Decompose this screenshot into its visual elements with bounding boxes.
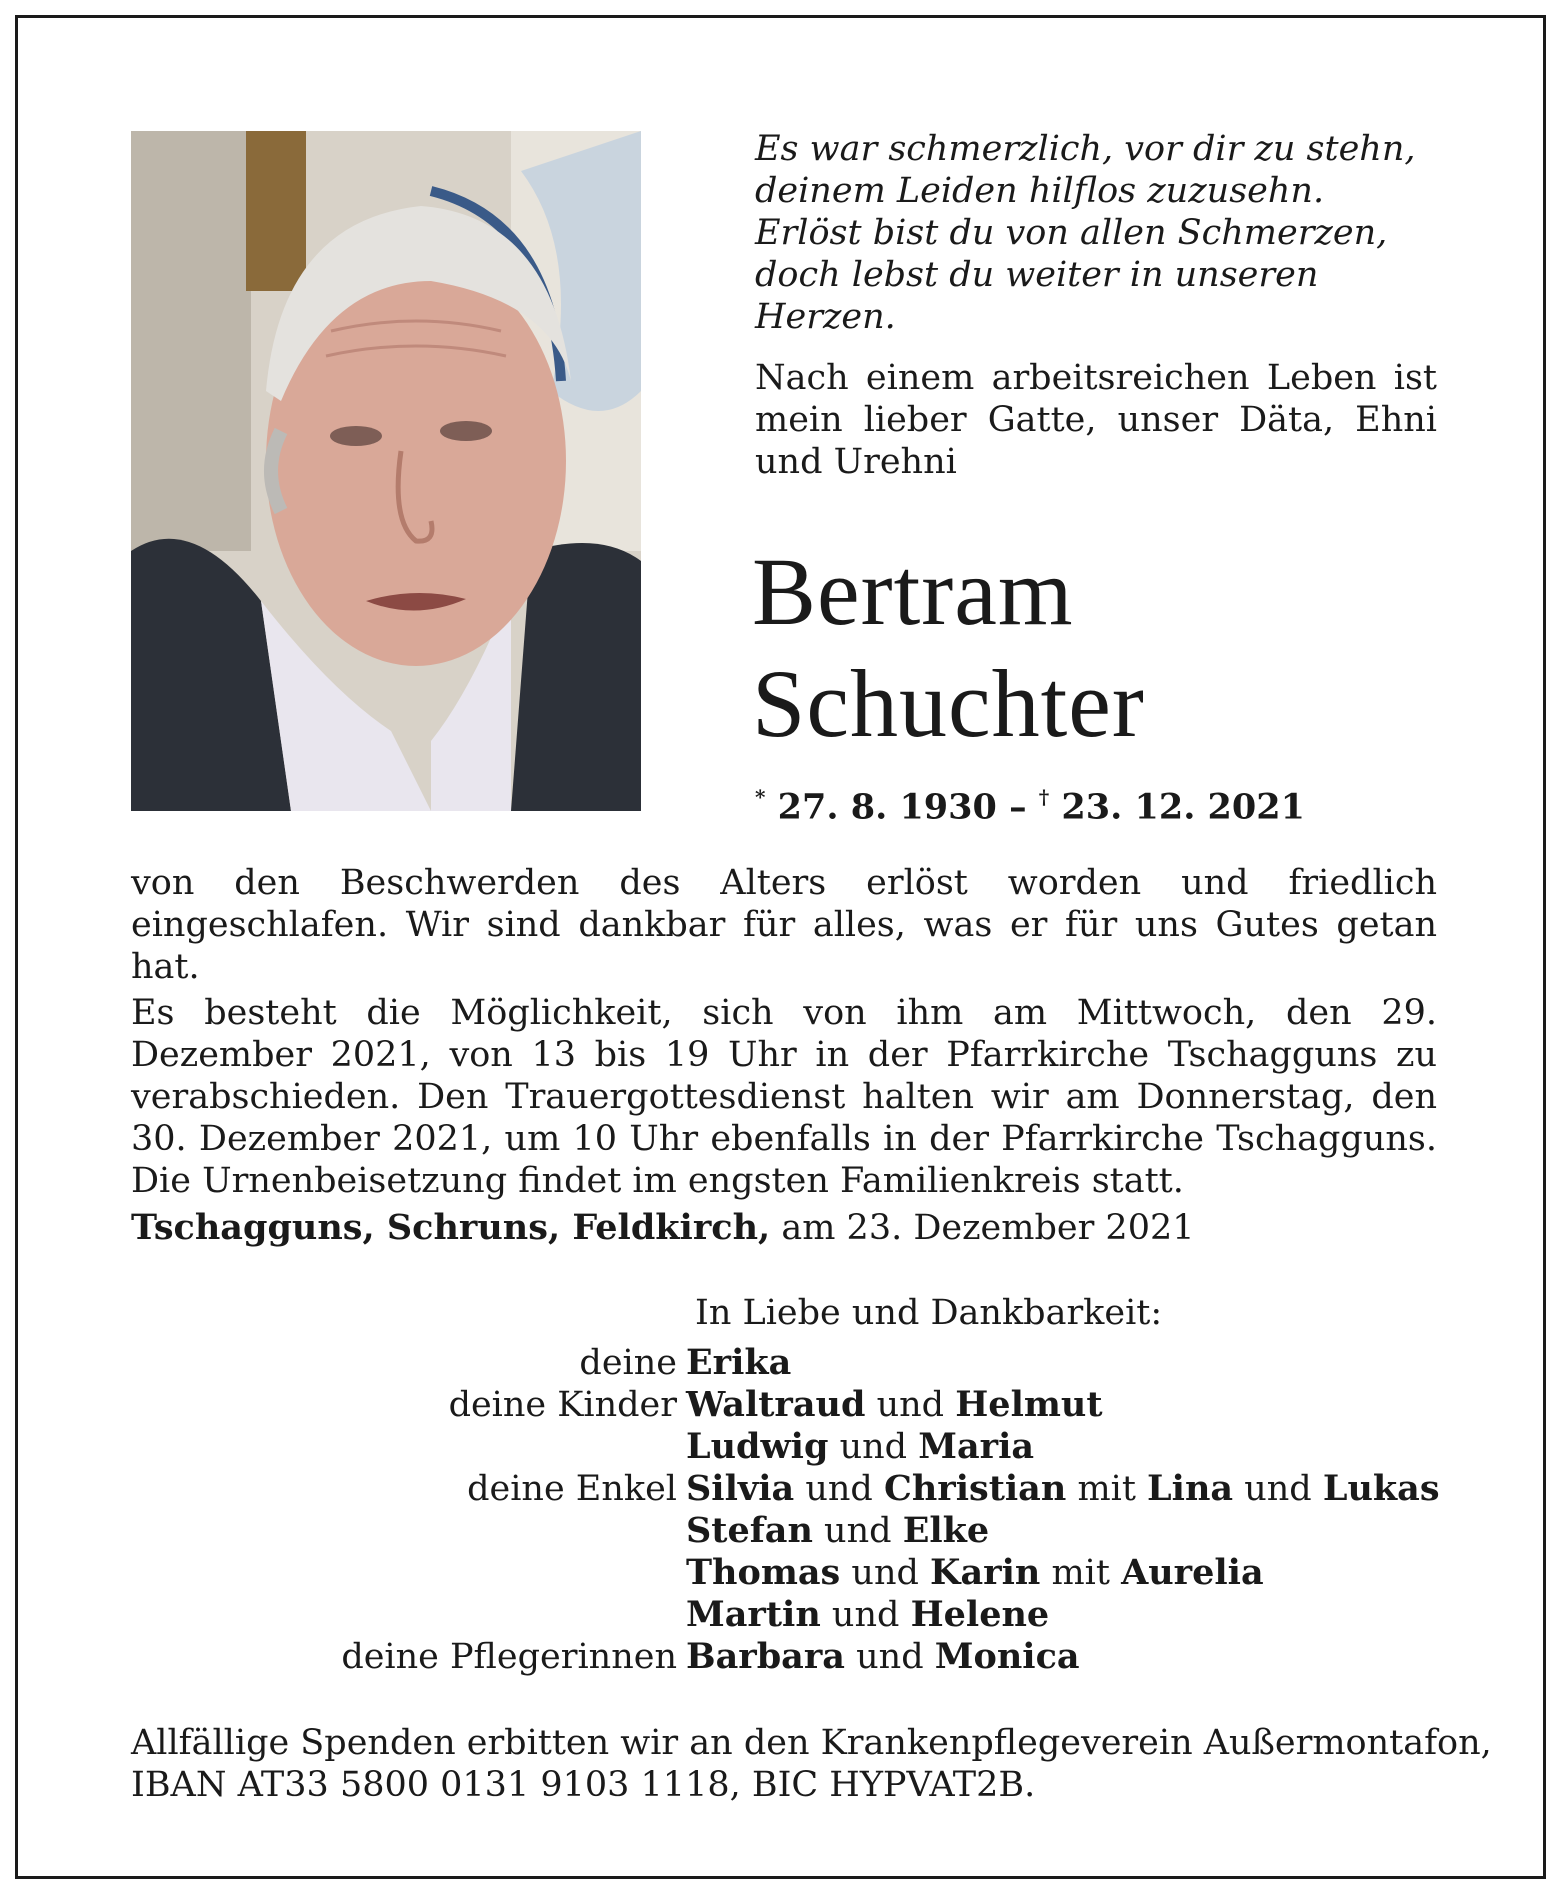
family-member: Silvia <box>686 1468 795 1509</box>
date-separator: – <box>1009 786 1027 828</box>
connector: und <box>851 1553 919 1593</box>
deceased-name <box>752 536 1145 760</box>
intro-text: Nach einem arbeitsreichen Leben ist mein lieber Gatte, unser Däta, Ehni und Urehni <box>755 358 1437 482</box>
body-text <box>131 862 1437 1206</box>
relation-label: deine <box>579 1343 677 1383</box>
family-row <box>131 1594 1461 1636</box>
birth-date: 27. 8. 1930 <box>777 786 997 828</box>
family-member: Waltraud <box>686 1384 866 1425</box>
family-row <box>131 1384 1461 1426</box>
in-love-line: In Liebe und Dankbarkeit: <box>695 1293 1163 1333</box>
donation-line: Allfällige Spenden erbitten wir an den Krankenpflegeverein Außermontafon, <box>131 1723 1492 1763</box>
portrait-photo <box>131 131 641 811</box>
family-member: Maria <box>918 1426 1035 1467</box>
connector: und <box>1244 1469 1312 1509</box>
towns: Tschagguns, Schruns, Feldkirch, <box>131 1207 771 1248</box>
family-member: Stefan <box>686 1510 813 1551</box>
family-member: Helene <box>910 1594 1050 1635</box>
family-member: Helmut <box>955 1384 1103 1425</box>
death-date: 23. 12. 2021 <box>1061 786 1305 828</box>
relation-label <box>131 1594 686 1636</box>
family-row <box>131 1468 1461 1510</box>
relation-label <box>131 1510 686 1552</box>
poem <box>755 128 1455 338</box>
family-list <box>131 1342 1461 1678</box>
family-row <box>131 1636 1461 1678</box>
relation-label: deine Enkel <box>467 1469 677 1509</box>
place-date-line <box>131 1207 1195 1249</box>
family-member: Martin <box>686 1594 821 1635</box>
family-member: Christian <box>883 1468 1067 1509</box>
family-row <box>131 1342 1461 1384</box>
donation-line: IBAN AT33 5800 0131 9103 1118, BIC HYPVAT2B. <box>131 1765 1036 1805</box>
poem-line: Es war schmerzlich, vor dir zu stehn, <box>755 129 1416 169</box>
family-member: Erika <box>686 1342 792 1383</box>
relation-label: deine Kinder <box>448 1385 677 1425</box>
connector: mit <box>1051 1553 1110 1593</box>
family-member: Ludwig <box>686 1426 829 1467</box>
poem-line: doch lebst du weiter in unseren Herzen. <box>755 255 1319 337</box>
birth-symbol: * <box>755 785 766 809</box>
connector: und <box>876 1385 945 1425</box>
connector: und <box>839 1427 908 1467</box>
family-member: Barbara <box>686 1636 845 1677</box>
relation-label <box>131 1426 686 1468</box>
body-paragraph: Es besteht die Möglichkeit, sich von ihm am Mittwoch, den 29. Dezember 2021, von 13 bis 19 Uhr in der Pfarrkirche Tschagguns zu verabschieden. Den Trauergottesdienst halten wir am Donnerstag, den 30. Dezember 2021, um 10 Uhr ebenfalls in der Pfarrkirche Tschagguns. Die Urnenbeisetzung findet im engsten Familienkreis statt. <box>131 993 1437 1201</box>
poem-line: deinem Leiden hilflos zuzusehn. <box>755 171 1325 211</box>
connector: und <box>831 1595 900 1635</box>
first-name: Bertram <box>752 538 1074 645</box>
family-row <box>131 1510 1461 1552</box>
family-member: Monica <box>934 1636 1080 1677</box>
connector: und <box>805 1469 873 1509</box>
family-row <box>131 1552 1461 1594</box>
family-member: Lukas <box>1322 1468 1440 1509</box>
connector: und <box>824 1511 892 1551</box>
family-member: Thomas <box>686 1552 841 1593</box>
donation-notice <box>131 1722 1492 1806</box>
body-paragraph: von den Beschwerden des Alters erlöst worden und friedlich eingeschlafen. Wir sind dankbar für alles, was er für uns Gutes getan hat. <box>131 863 1437 987</box>
relation-label <box>131 1552 686 1594</box>
poem-line: Erlöst bist du von allen Schmerzen, <box>755 213 1388 253</box>
death-symbol: † <box>1038 785 1050 809</box>
last-name: Schuchter <box>752 650 1145 757</box>
relation-label: deine Pflegerinnen <box>341 1637 677 1677</box>
family-member: Lina <box>1147 1468 1234 1509</box>
connector: und <box>856 1637 924 1677</box>
family-member: Elke <box>902 1510 990 1551</box>
family-member: Aurelia <box>1121 1552 1264 1593</box>
life-dates <box>755 778 1305 829</box>
announcement-date: am 23. Dezember 2021 <box>781 1208 1195 1248</box>
family-member: Karin <box>930 1552 1041 1593</box>
connector: mit <box>1077 1469 1136 1509</box>
family-row <box>131 1426 1461 1468</box>
